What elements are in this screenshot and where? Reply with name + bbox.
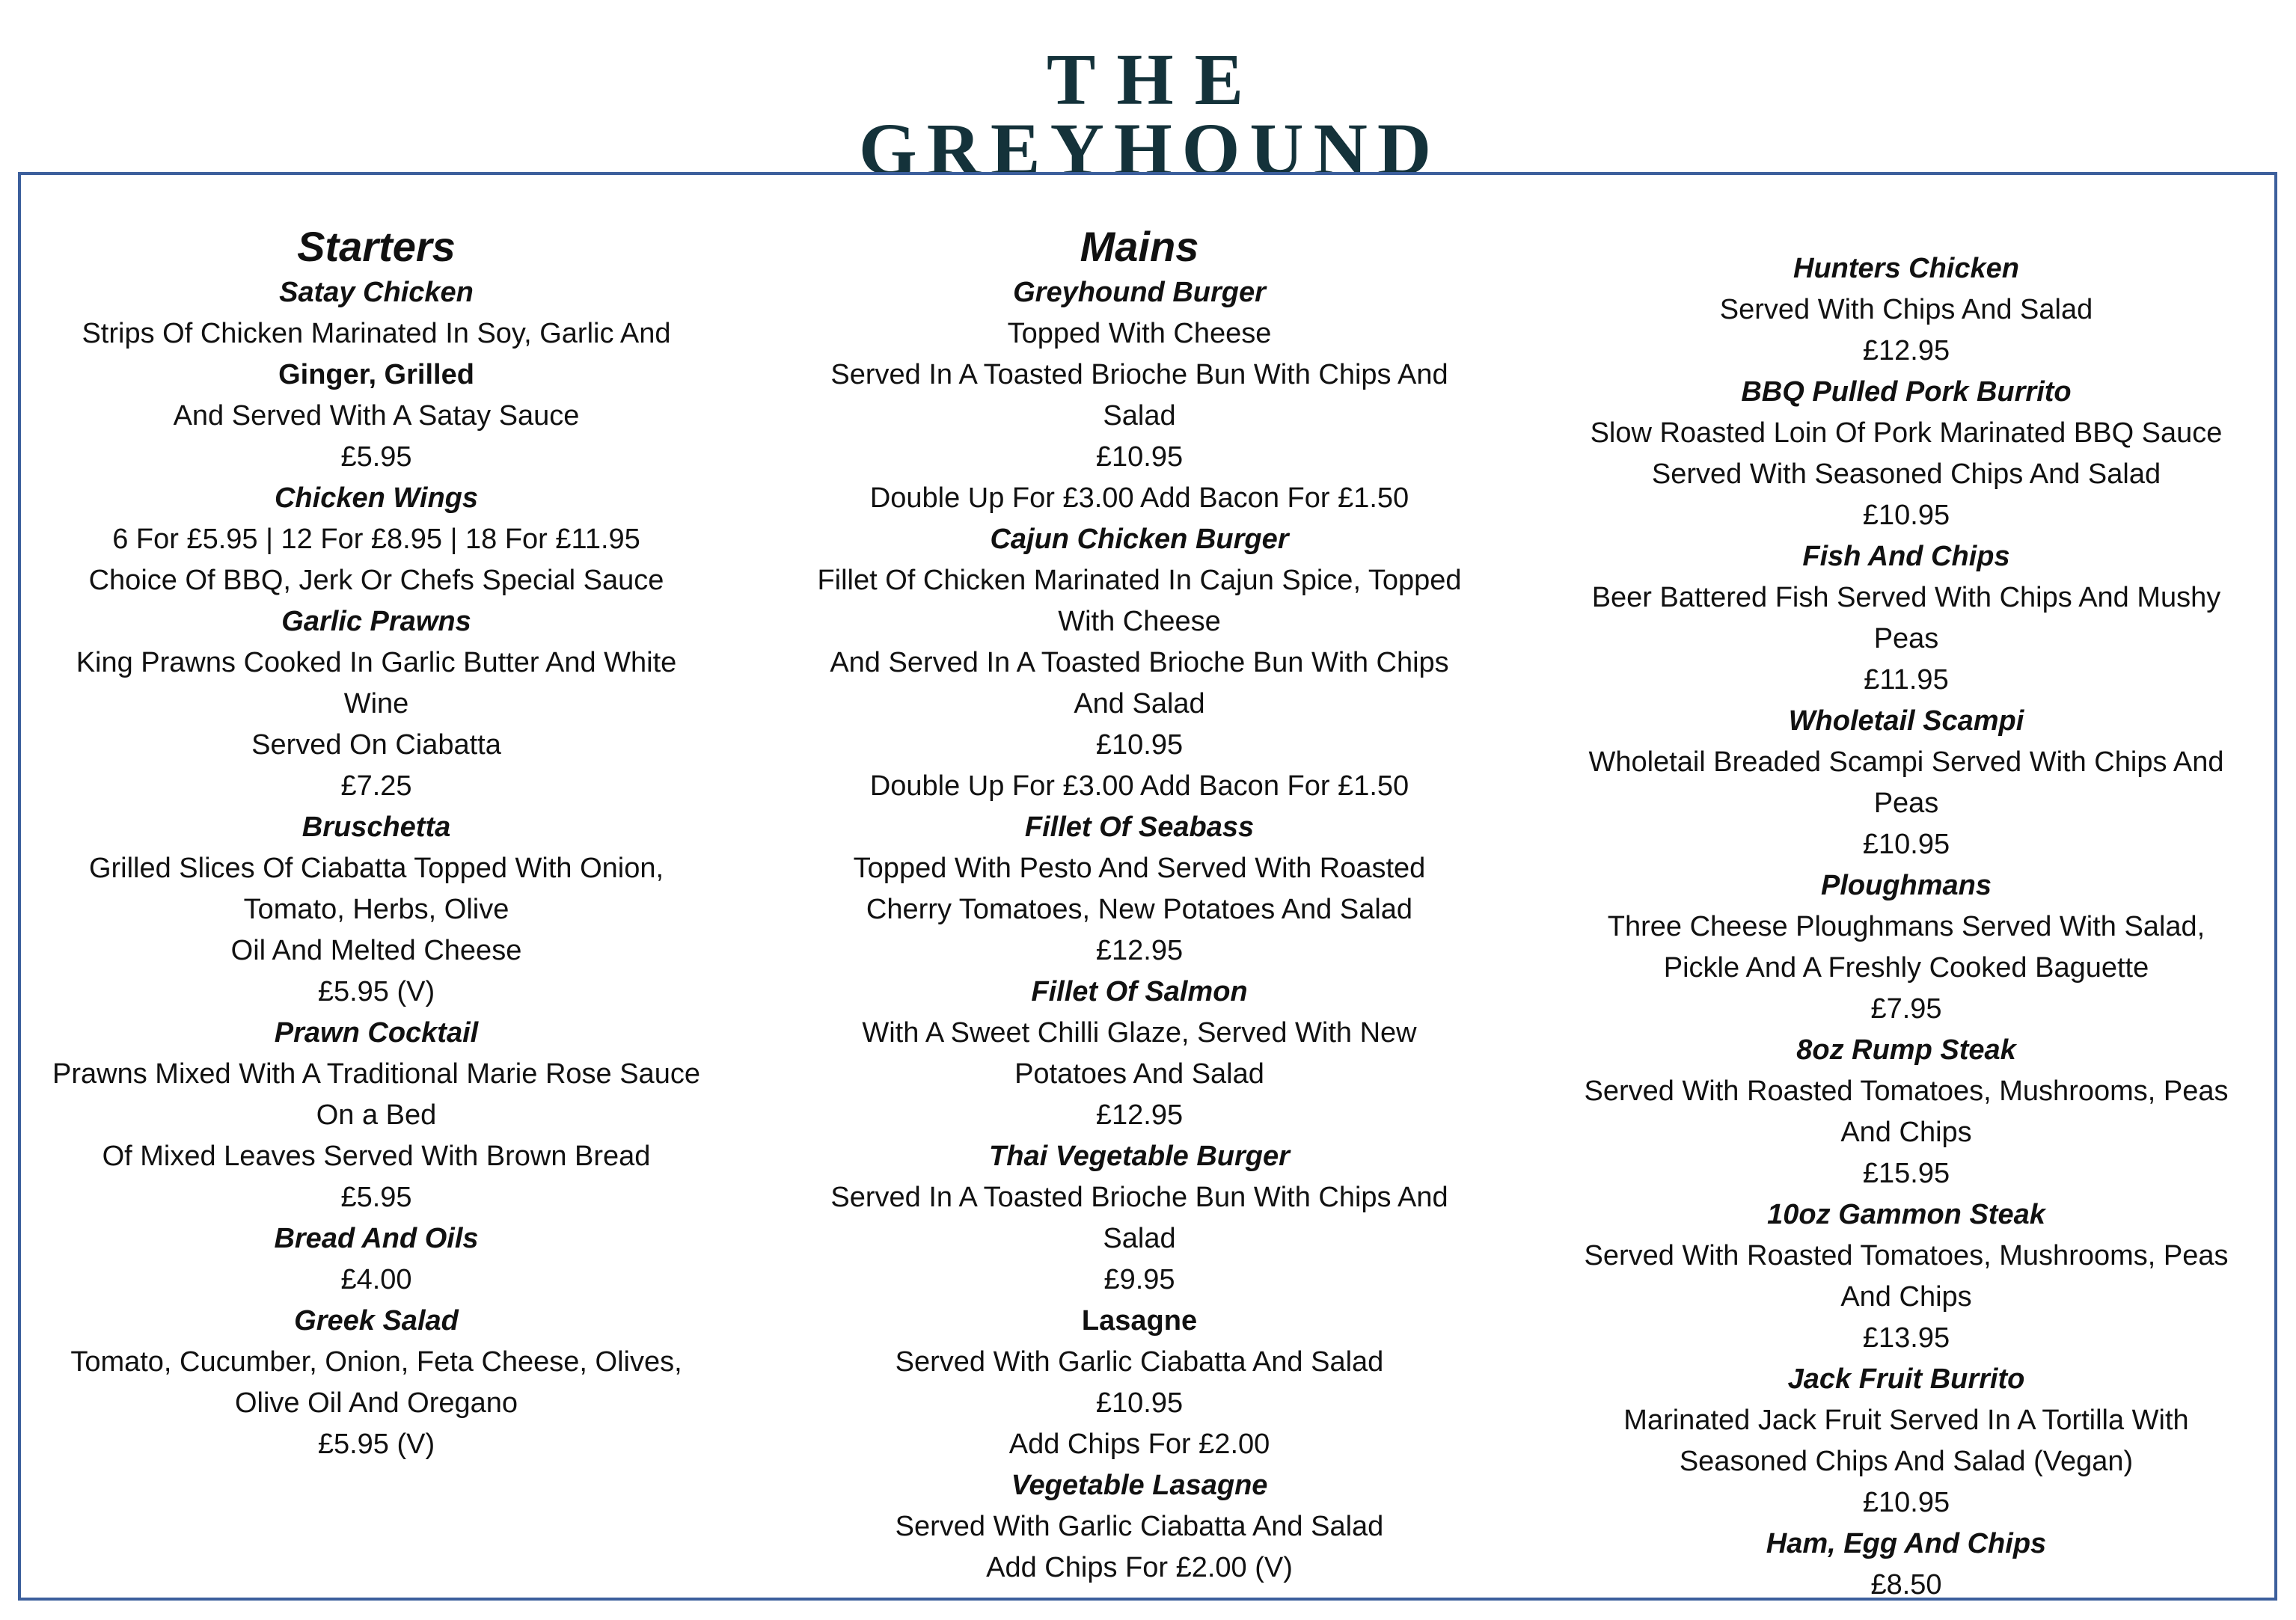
menu-item	[784, 1301, 1495, 1465]
menu-item-name-continued: Ginger, Grilled	[278, 359, 474, 390]
menu-item-description: Seasoned Chips And Salad (Vegan)	[1679, 1446, 2134, 1477]
menu-item-description: £8.50	[1870, 1569, 1942, 1601]
menu-item-name: Fillet Of Seabass	[1024, 811, 1255, 843]
menu-item-description: £7.95	[1870, 993, 1942, 1025]
menu-item-name: Fish And Chips	[1802, 541, 2010, 572]
menu-item-name: Prawn Cocktail	[274, 1017, 479, 1049]
menu-item-description: Strips Of Chicken Marinated In Soy, Garlic And	[82, 318, 671, 349]
menu-item	[784, 972, 1495, 1136]
menu-item	[1551, 248, 2262, 372]
menu-item-description: Choice Of BBQ, Jerk Or Chefs Special Sauce	[88, 565, 664, 596]
menu-item-description: And Chips	[1840, 1117, 1972, 1148]
menu-item-description: Grilled Slices Of Ciabatta Topped With Onion,	[88, 853, 664, 884]
menu-item-description: Served With Roasted Tomatoes, Mushrooms, Peas	[1584, 1240, 2229, 1271]
menu-item-description: Tomato, Cucumber, Onion, Feta Cheese, Olives,	[70, 1346, 682, 1378]
menu-item	[1551, 1030, 2262, 1194]
menu-item-description: £4.00	[340, 1264, 412, 1295]
menu-item-description: Served With Garlic Ciabatta And Salad	[895, 1346, 1384, 1378]
menu-item	[21, 1301, 732, 1465]
menu-item-description: Served With Seasoned Chips And Salad	[1651, 458, 2161, 490]
menu-item-description: £13.95	[1862, 1322, 1950, 1354]
menu-item-description: Of Mixed Leaves Served With Brown Bread	[102, 1141, 651, 1172]
menu-item-description: £5.95	[340, 1182, 412, 1213]
menu-item-description: Served With Roasted Tomatoes, Mushrooms, Peas	[1584, 1076, 2229, 1107]
menu-item-description: Wine	[343, 688, 409, 720]
menu-item-description: Prawns Mixed With A Traditional Marie Rose Sauce	[52, 1058, 700, 1090]
menu-item-name: Chicken Wings	[274, 482, 479, 514]
menu-item-description: Served In A Toasted Brioche Bun With Chips And	[830, 359, 1448, 390]
menu-item-description: Potatoes And Salad	[1014, 1058, 1264, 1090]
menu-item-description: Served With Chips And Salad	[1719, 294, 2093, 325]
menu-item-name: BBQ Pulled Pork Burrito	[1741, 376, 2072, 408]
menu-item-description: Marinated Jack Fruit Served In A Tortilla With	[1623, 1405, 2189, 1436]
menu-item-name: Fillet Of Salmon	[1031, 976, 1248, 1007]
menu-item-description: £12.95	[1095, 1099, 1184, 1131]
menu-item-description: Fillet Of Chicken Marinated In Cajun Spice, Topped	[817, 565, 1462, 596]
menu-item-description: Served With Garlic Ciabatta And Salad	[895, 1511, 1384, 1542]
menu-item-description: Pickle And A Freshly Cooked Baguette	[1663, 952, 2149, 984]
menu-item	[784, 272, 1495, 519]
menu-frame	[18, 172, 2277, 1601]
menu-item-description: £10.95	[1862, 1487, 1950, 1518]
menu-item-description: On a Bed	[316, 1099, 437, 1131]
menu-item-description: And Served In A Toasted Brioche Bun With Chips	[830, 647, 1449, 678]
menu-item-description: Olive Oil And Oregano	[234, 1387, 518, 1419]
greyhound-logo	[0, 40, 2296, 191]
menu-item-name: Greek Salad	[294, 1305, 459, 1337]
mains-column	[784, 212, 1495, 1589]
menu-item-description: £5.95 (V)	[317, 976, 435, 1007]
menu-item-description: Tomato, Herbs, Olive	[243, 894, 509, 925]
menu-item-name: Bread And Oils	[274, 1223, 479, 1254]
menu-item-description: Served On Ciabatta	[251, 729, 501, 761]
menu-item-description: £10.95	[1862, 500, 1950, 531]
menu-item-name: Jack Fruit Burrito	[1787, 1363, 2025, 1395]
menu-item-description: Three Cheese Ploughmans Served With Salad,	[1607, 911, 2205, 942]
menu-item	[21, 478, 732, 601]
menu-item	[1551, 865, 2262, 1030]
menu-item-description: £11.95	[1864, 664, 1949, 696]
menu-item-description: £12.95	[1862, 335, 1950, 366]
menu-item-name: Wholetail Scampi	[1788, 705, 2024, 737]
menu-item-description: £12.95	[1095, 935, 1184, 966]
menu-item-name: Greyhound Burger	[1013, 277, 1266, 308]
menu-item-description: And Served With A Satay Sauce	[173, 400, 580, 432]
menu-item-description: Double Up For £3.00 Add Bacon For £1.50	[869, 482, 1409, 514]
menu-item-description: Slow Roasted Loin Of Pork Marinated BBQ Sauce	[1590, 417, 2223, 449]
menu-item-description: £5.95	[340, 441, 412, 473]
menu-item-description: Salad	[1103, 400, 1176, 432]
menu-item	[21, 1218, 732, 1301]
menu-item-name: Ham, Egg And Chips	[1766, 1528, 2047, 1559]
menu-item-description: Add Chips For £2.00	[1008, 1429, 1270, 1460]
menu-item	[21, 601, 732, 807]
menu-item-description: Served In A Toasted Brioche Bun With Chips And	[830, 1182, 1448, 1213]
menu-item-name: 10oz Gammon Steak	[1767, 1199, 2045, 1230]
menu-item-description: £10.95	[1095, 729, 1184, 761]
menu-item	[784, 519, 1495, 807]
menu-item-description: Salad	[1103, 1223, 1176, 1254]
logo-line-the: THE	[1047, 40, 1264, 120]
menu-item-description: King Prawns Cooked In Garlic Butter And White	[76, 647, 677, 678]
mains-title: Mains	[1080, 223, 1199, 270]
menu-item	[1551, 372, 2262, 536]
menu-item-description: £15.95	[1862, 1158, 1950, 1189]
menu-item	[1551, 701, 2262, 865]
menu-item-description: With A Sweet Chilli Glaze, Served With New	[862, 1017, 1417, 1049]
menu-item	[21, 272, 732, 478]
menu-item-description: And Chips	[1840, 1281, 1972, 1313]
menu-item-name: 8oz Rump Steak	[1796, 1034, 2016, 1066]
menu-item-description: Oil And Melted Cheese	[230, 935, 522, 966]
menu-item-description: Topped With Cheese	[1007, 318, 1272, 349]
menu-item-description: Peas	[1873, 623, 1939, 654]
menu-item-description: Add Chips For £2.00 (V)	[986, 1552, 1293, 1583]
menu-item-description: Wholetail Breaded Scampi Served With Chips And	[1588, 746, 2224, 778]
mains-continued-column	[1551, 248, 2262, 1606]
menu-item-name: Hunters Chicken	[1793, 253, 2019, 284]
menu-item-description: Peas	[1873, 788, 1939, 819]
menu-item-name: Vegetable Lasagne	[1011, 1470, 1268, 1501]
menu-item-description: Topped With Pesto And Served With Roasted	[853, 853, 1426, 884]
menu-item-name: Thai Vegetable Burger	[989, 1141, 1290, 1172]
menu-item	[1551, 1524, 2262, 1606]
menu-item	[1551, 1194, 2262, 1359]
menu-item-name: Garlic Prawns	[281, 606, 471, 637]
menu-item	[784, 1465, 1495, 1589]
menu-item-description: £10.95	[1862, 829, 1950, 860]
menu-item-name: Ploughmans	[1820, 870, 1992, 901]
menu-item-description: £10.95	[1095, 1387, 1184, 1419]
starters-column	[21, 212, 732, 1465]
menu-item-description: £10.95	[1095, 441, 1184, 473]
starters-title: Starters	[297, 223, 456, 270]
menu-item-name: Satay Chicken	[279, 277, 474, 308]
menu-item-description: With Cheese	[1058, 606, 1221, 637]
menu-item-description: Cherry Tomatoes, New Potatoes And Salad	[866, 894, 1413, 925]
menu-item-description: Double Up For £3.00 Add Bacon For £1.50	[869, 770, 1409, 802]
logo-line-greyhound: GREYHOUND	[858, 108, 1442, 191]
menu-item-name: Lasagne	[1081, 1305, 1198, 1337]
menu-item	[21, 1013, 732, 1218]
menu-item	[21, 807, 732, 1013]
menu-item	[784, 807, 1495, 972]
menu-item-name: Cajun Chicken Burger	[990, 524, 1289, 555]
menu-item-description: £9.95	[1103, 1264, 1175, 1295]
menu-item-description: £5.95 (V)	[317, 1429, 435, 1460]
menu-item-description: 6 For £5.95 | 12 For £8.95 | 18 For £11.95	[112, 524, 640, 555]
menu-item-description: Beer Battered Fish Served With Chips And Mushy	[1591, 582, 2221, 613]
menu-item-description: And Salad	[1074, 688, 1205, 720]
menu-item	[1551, 1359, 2262, 1524]
menu-item-name: Bruschetta	[301, 811, 451, 843]
menu-item	[784, 1136, 1495, 1301]
menu-item-description: £7.25	[340, 770, 412, 802]
menu-item	[1551, 536, 2262, 701]
